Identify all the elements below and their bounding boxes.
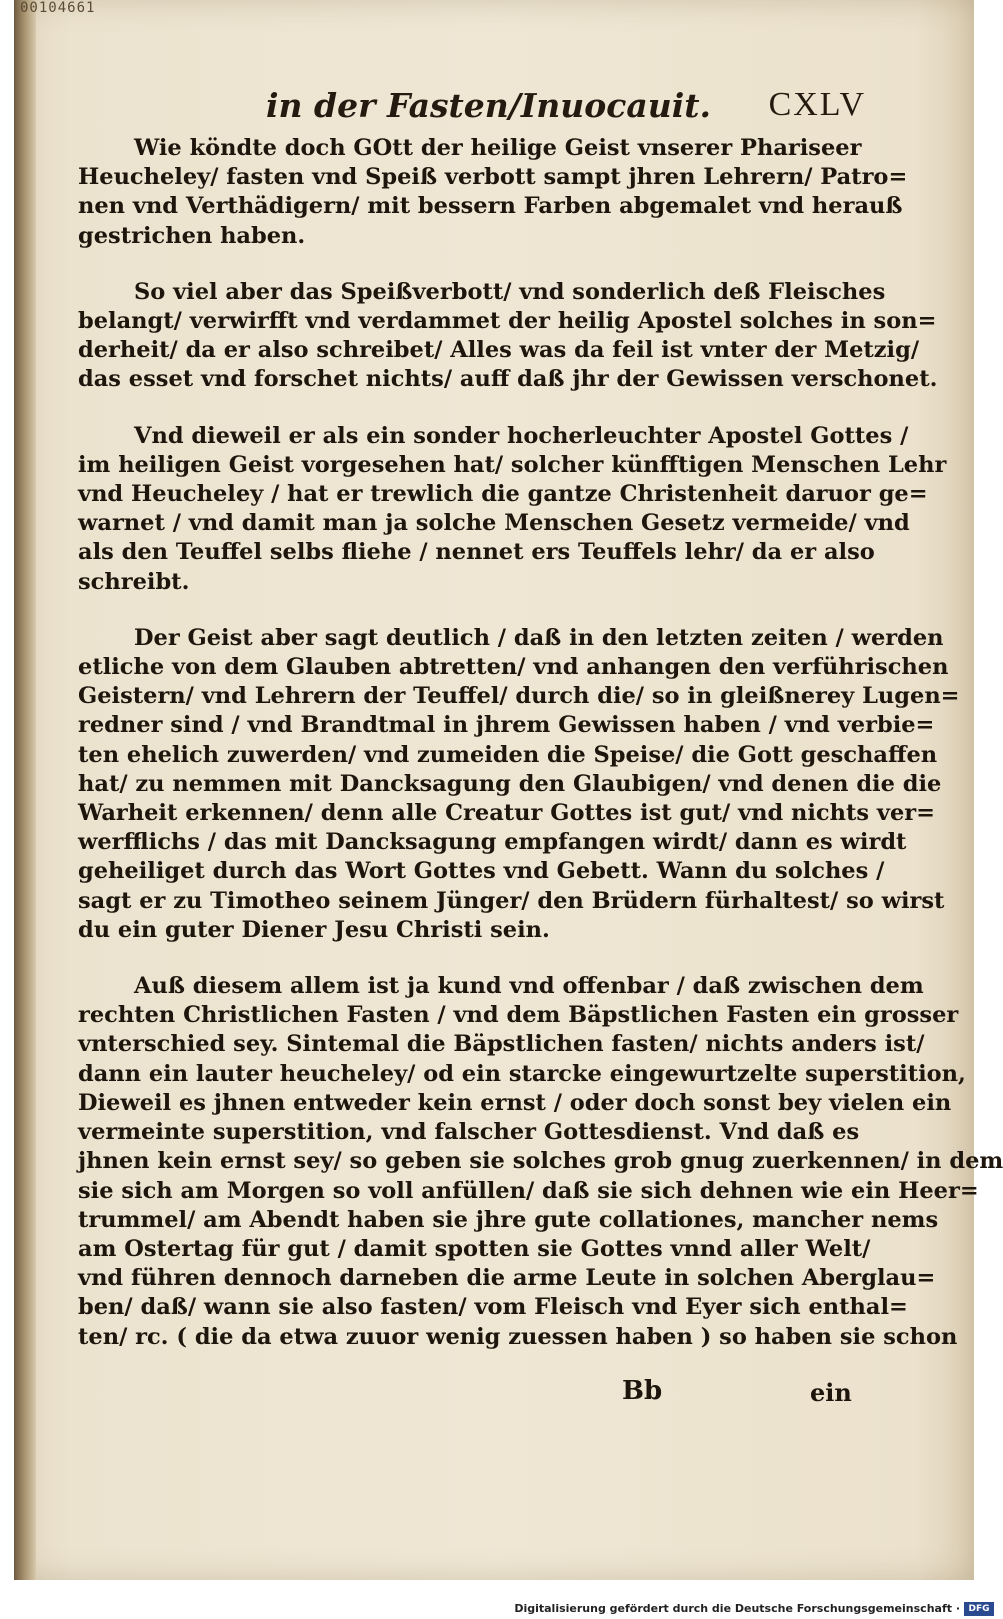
text-line: nen vnd Verthädigern/ mit bessern Farben abgemalet vnd herauß (78, 193, 903, 220)
paragraph-gap (78, 597, 868, 624)
text-line: Geistern/ vnd Lehrern der Teuffel/ durch die/ so in gleißnerey Lugen= (78, 683, 960, 710)
inventory-number: 00104661 (20, 0, 96, 16)
text-line: derheit/ da er also schreibet/ Alles was da feil ist vnter der Metzig/ (78, 337, 920, 364)
text-line: geheiliget durch das Wort Gottes vnd Gebett. Wann du solches / (78, 858, 885, 885)
text-line: redner sind / vnd Brandtmal in jhrem Gewissen haben / vnd verbie= (78, 712, 935, 739)
paragraph-gap (78, 251, 868, 278)
text-line: ten ehelich zuwerden/ vnd zumeiden die Speise/ die Gott geschaffen (78, 741, 938, 768)
text-body (78, 134, 1003, 1352)
text-line: hat/ zu nemmen mit Dancksagung den Glaubigen/ vnd denen die die (78, 770, 942, 797)
text-line: etliche von dem Glauben abtretten/ vnd anhangen den verführischen (78, 654, 949, 681)
text-line: du ein guter Diener Jesu Christi sein. (78, 916, 550, 943)
text-line: dann ein lauter heucheley/ od ein starcke eingewurtzelte superstition, (78, 1060, 966, 1087)
text-line: gestrichen haben. (78, 222, 306, 249)
text-line: vnd führen dennoch darneben die arme Leute in solchen Aberglau= (78, 1265, 936, 1292)
text-line: Heucheley/ fasten vnd Speiß verbott sampt jhren Lehrern/ Patro= (78, 164, 908, 191)
text-line: rechten Christlichen Fasten / vnd dem Bäpstlichen Fasten ein grosser (78, 1002, 959, 1029)
text-line: Der Geist aber sagt deutlich / daß in den letzten zeiten / werden (134, 624, 944, 651)
paragraph-4 (78, 624, 960, 945)
text-line: vnd Heucheley / hat er trewlich die gantze Christenheit daruor ge= (78, 481, 928, 508)
folio-number: CXLV (768, 86, 866, 123)
text-line: ten/ rc. ( die da etwa zuuor wenig zuessen haben ) so haben sie schon (78, 1323, 958, 1350)
footer-credit: Digitalisierung gefördert durch die Deutsche Forschungsgemeinschaft · (514, 1602, 960, 1615)
text-line: vnterschied sey. Sintemal die Bäpstlichen fasten/ nichts anders ist/ (78, 1031, 925, 1058)
catchword: ein (810, 1378, 852, 1407)
text-line: sie sich am Morgen so voll anfüllen/ daß sie sich dehnen wie ein Heer= (78, 1177, 979, 1204)
footer-bar (0, 1601, 1000, 1619)
text-line: warnet / vnd damit man ja solche Menschen Gesetz vermeide/ vnd (78, 510, 910, 537)
text-line: Dieweil es jhnen entweder kein ernst / oder doch sonst bey vielen ein (78, 1089, 952, 1116)
text-line: Wie köndte doch GOtt der heilige Geist vnserer Phariseer (134, 135, 862, 161)
text-line: sagt er zu Timotheo seinem Jünger/ den Brüdern fürhaltest/ so wirst (78, 887, 945, 914)
page-header (14, 86, 974, 136)
text-line: Warheit erkennen/ denn alle Creatur Gottes ist gut/ vnd nichts ver= (78, 800, 935, 827)
text-line: So viel aber das Speißverbott/ vnd sonderlich deß Fleisches (134, 278, 886, 305)
running-head: in der Fasten/Inuocauit. (266, 86, 712, 125)
text-line: belangt/ verwirfft vnd verdammet der heilig Apostel solches in son= (78, 308, 937, 335)
paragraph-3 (78, 422, 947, 597)
paragraph-gap (78, 395, 868, 422)
signature-mark: Bb (622, 1376, 663, 1406)
text-line: als den Teuffel selbs fliehe / nennet ers Teuffels lehr/ da er also (78, 539, 875, 566)
text-line: Vnd dieweil er als ein sonder hocherleuchter Apostel Gottes / (134, 422, 909, 449)
text-line: im heiligen Geist vorgesehen hat/ solcher künfftigen Menschen Lehr (78, 451, 947, 478)
page-binding-edge (14, 0, 36, 1580)
paragraph-2 (78, 278, 938, 395)
text-line: das esset vnd forschet nichts/ auff daß jhr der Gewissen verschonet. (78, 366, 938, 393)
dfg-logo: DFG (964, 1602, 994, 1616)
text-line: schreibt. (78, 568, 190, 595)
text-line: werfflichs / das mit Dancksagung empfangen wirdt/ dann es wirdt (78, 829, 907, 856)
text-line: Auß diesem allem ist ja kund vnd offenbar / daß zwischen dem (134, 973, 924, 1000)
paragraph-gap (78, 945, 868, 972)
text-line: trummel/ am Abendt haben sie jhre gute collationes, mancher nems (78, 1206, 939, 1233)
paragraph-1 (78, 134, 908, 251)
text-line: jhnen kein ernst sey/ so geben sie solches grob gnug zuerkennen/ in dem (78, 1148, 1003, 1175)
book-page (14, 0, 1003, 1580)
text-line: am Ostertag für gut / damit spotten sie Gottes vnnd aller Welt/ (78, 1235, 871, 1262)
text-line: vermeinte superstition, vnd falscher Gottesdienst. Vnd daß es (78, 1119, 860, 1146)
paragraph-5 (78, 972, 1003, 1352)
text-line: ben/ daß/ wann sie also fasten/ vom Fleisch vnd Eyer sich enthal= (78, 1294, 908, 1321)
